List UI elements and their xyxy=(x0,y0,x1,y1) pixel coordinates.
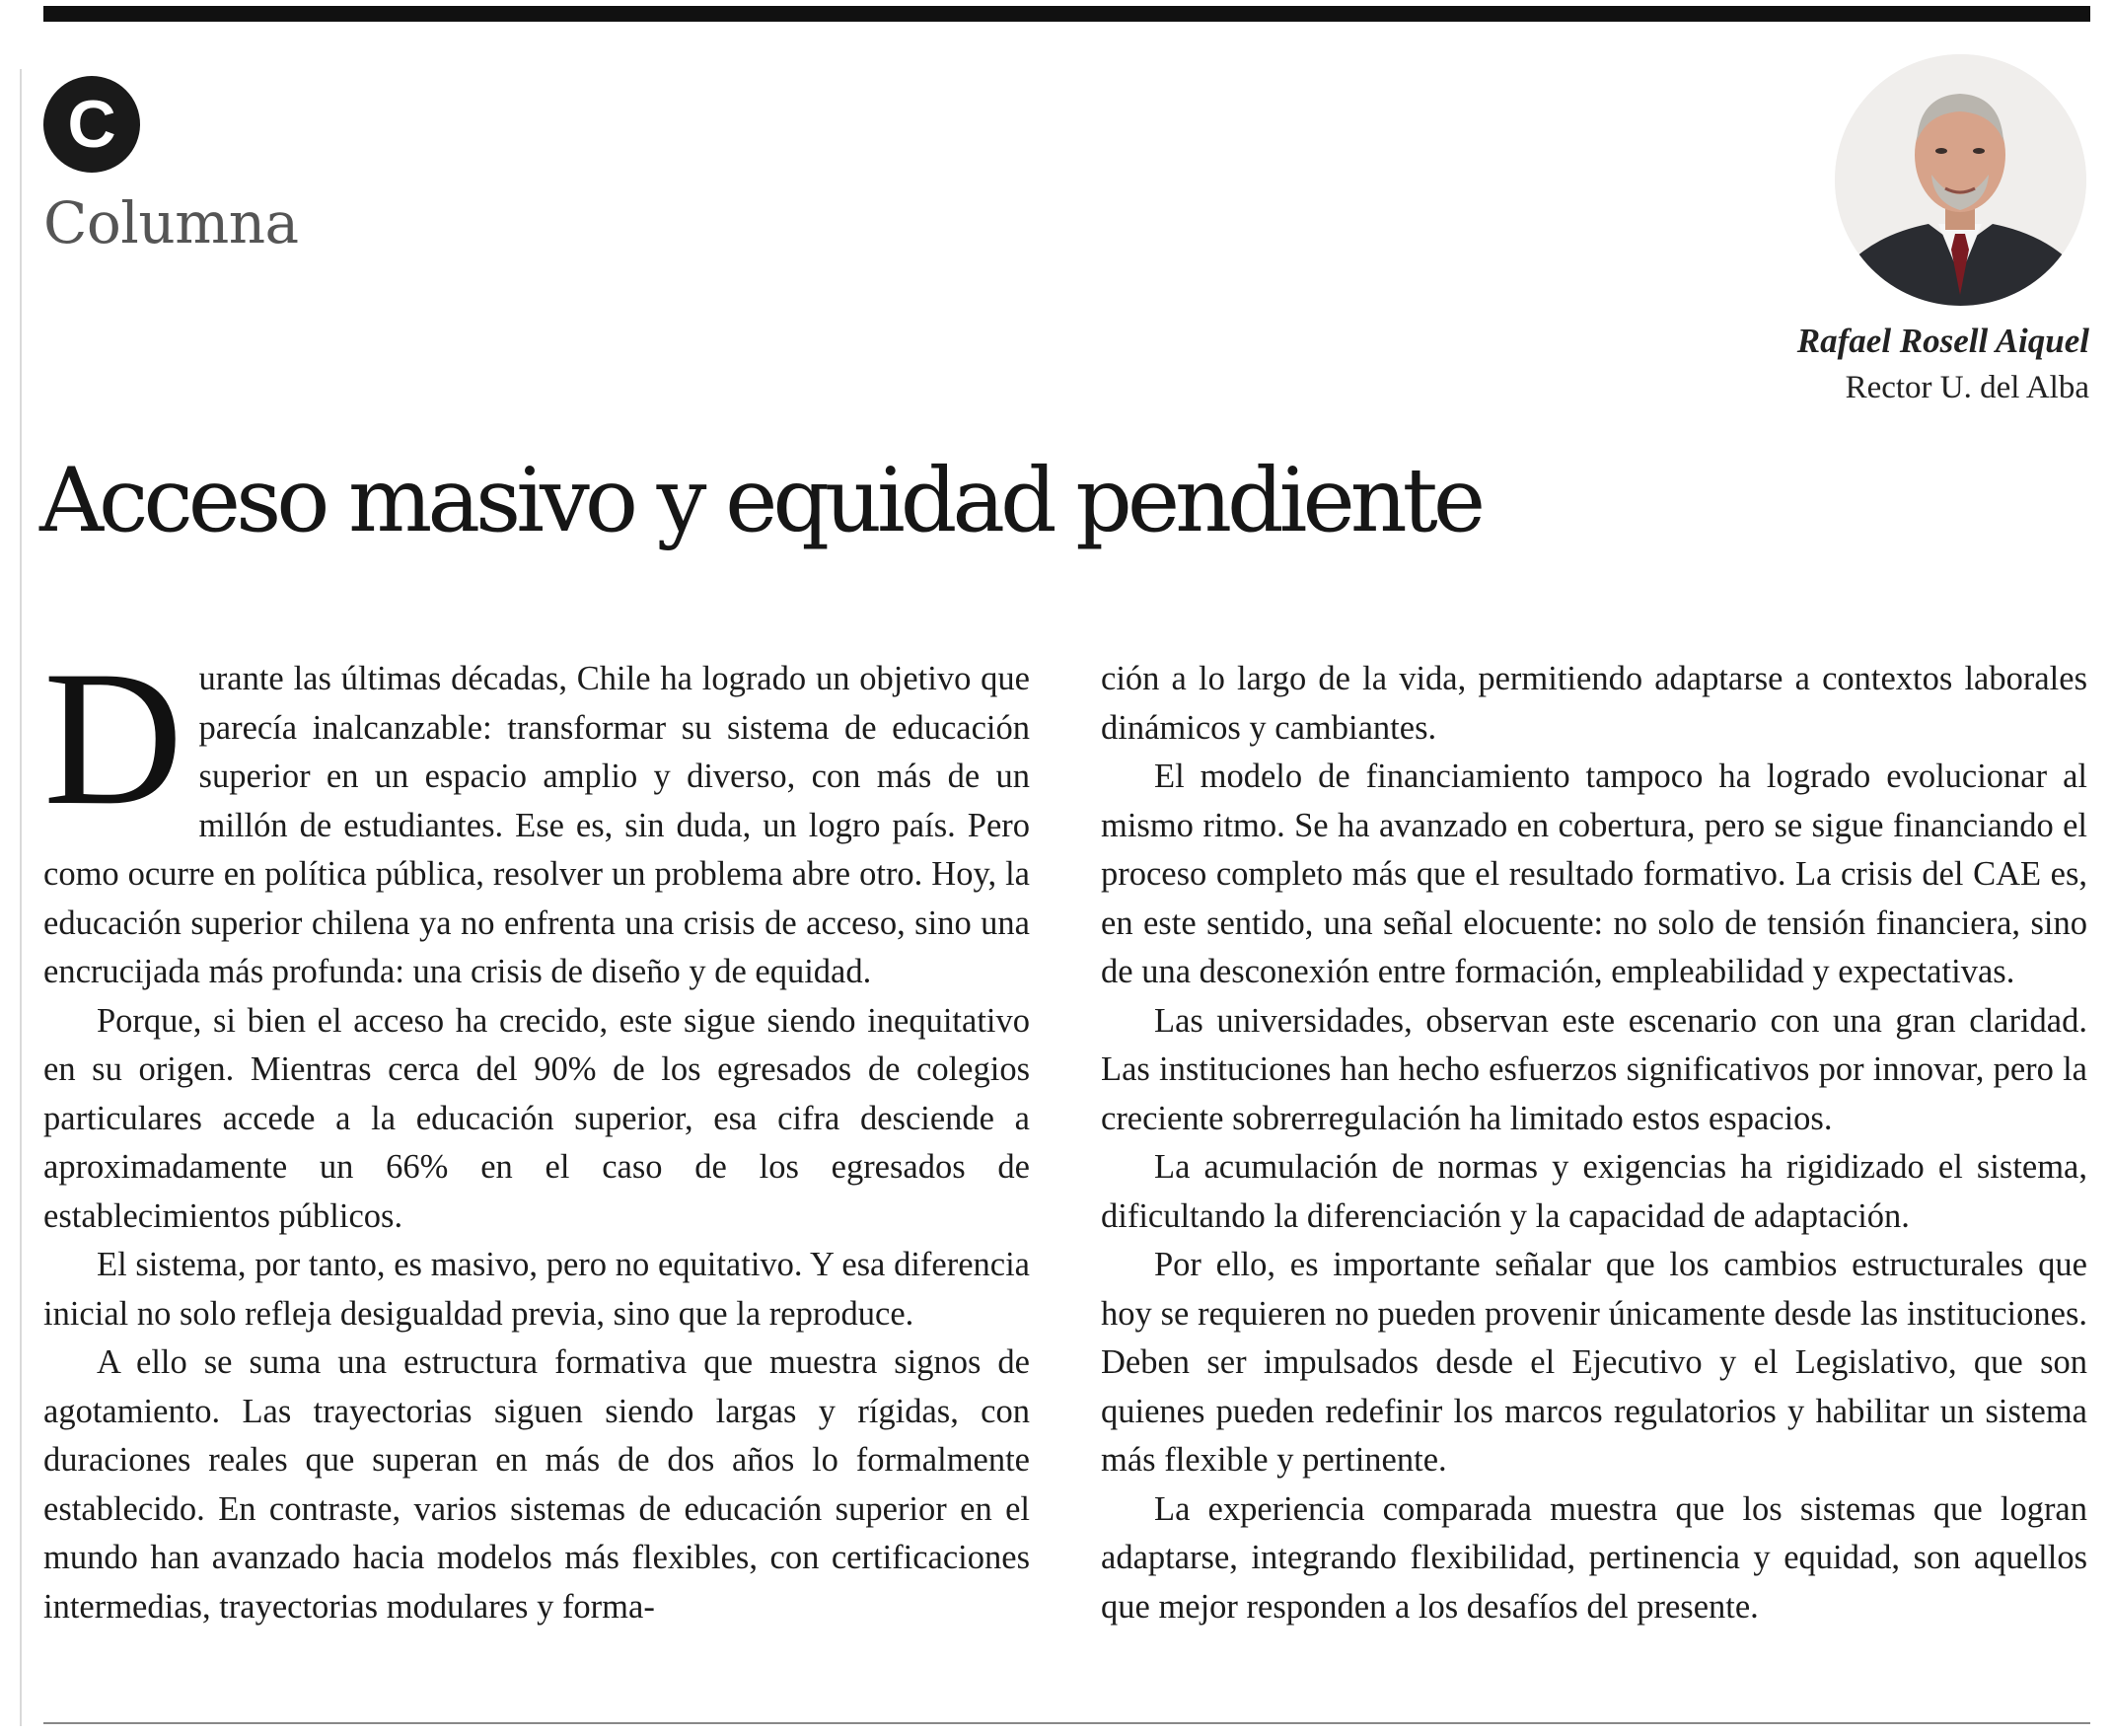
drop-cap: D xyxy=(43,631,183,845)
article-paragraph: Las universidades, observan este escenario con una gran claridad. Las instituciones han hecho esfuerzos significativos por innovar, pero la creciente sobrerregulación ha limitado estos espacios. xyxy=(1101,1001,2087,1137)
section-label: Columna xyxy=(43,189,299,256)
author-portrait-illustration xyxy=(1835,54,2086,306)
article-paragraph: La experiencia comparada muestra que los sistemas que logran adaptarse, integrando flexibilidad, pertinencia y equidad, son aquellos que mejor responden a los desafíos del presente. xyxy=(1101,1489,2087,1626)
article-paragraph xyxy=(43,631,1030,997)
top-rule xyxy=(43,6,2090,22)
article-column-right xyxy=(1101,655,2087,1631)
article-paragraph: El sistema, por tanto, es masivo, pero no equitativo. Y esa diferencia inicial no solo refleja desigualdad previa, sino que la reproduce. xyxy=(43,1246,1030,1333)
author-photo xyxy=(1835,54,2086,306)
left-margin-rule xyxy=(20,69,22,1726)
article-paragraph: La acumulación de normas y exigencias ha rigidizado el sistema, dificultando la diferenciación y la capacidad de adaptación. xyxy=(1101,1148,2087,1235)
paragraph-text: urante las últimas décadas, Chile ha logrado un objetivo que parecía inalcanzable: transformar su sistema de educación superior en un espacio amplio y diverso, con más de un millón de estudiantes. Ese es, sin duda, un logro país. Pero como ocurre en política pública, resolver un problema abre otro. Hoy, la educación superior chilena ya no enfrenta una crisis de acceso, sino una encrucijada más profunda: una crisis de diseño y de equidad. xyxy=(43,660,1030,990)
author-role: Rector U. del Alba xyxy=(1845,370,2089,405)
author-name: Rafael Rosell Aiquel xyxy=(1796,322,2089,360)
article-paragraph: Por ello, es importante señalar que los cambios estructurales que hoy se requieren no pueden provenir únicamente desde las instituciones. Deben ser impulsados desde el Ejecutivo y el Legislativo, que son quienes pueden redefinir los marcos regulatorios y habilitar un sistema más flexible y pertinente. xyxy=(1101,1246,2087,1479)
article-paragraph: El modelo de financiamiento tampoco ha logrado evolucionar al mismo ritmo. Se ha avanzado en cobertura, pero se sigue financiando el proceso completo más que el resultado formativo. La crisis del CAE es, en este sentido, una señal elocuente: no solo de tensión financiera, sino de una desconexión entre formación, empleabilidad y expectativas. xyxy=(1101,758,2087,990)
section-mark-badge: C xyxy=(43,76,140,173)
article-paragraph-continued: ción a lo largo de la vida, permitiendo adaptarse a contextos laborales dinámicos y cambiantes. xyxy=(1101,660,2087,747)
article-paragraph: Porque, si bien el acceso ha crecido, este sigue siendo inequitativo en su origen. Mientras cerca del 90% de los egresados de colegios particulares accede a la educación superior, esa cifra desciende a aproximadamente un 66% en el caso de los egresados de establecimientos públicos. xyxy=(43,1001,1030,1235)
bottom-rule xyxy=(43,1722,2090,1724)
article-column-left xyxy=(43,631,1030,1631)
article-headline: Acceso masivo y equidad pendiente xyxy=(39,449,1482,552)
article-paragraph: A ello se suma una estructura formativa que muestra signos de agotamiento. Las trayectorias siguen siendo largas y rígidas, con duraciones reales que superan en más de dos años lo formalmente establecido. En contraste, varios sistemas de educación superior en el mundo han avanzado hacia modelos más flexibles, con certificaciones intermedias, trayectorias modulares y forma- xyxy=(43,1343,1030,1626)
